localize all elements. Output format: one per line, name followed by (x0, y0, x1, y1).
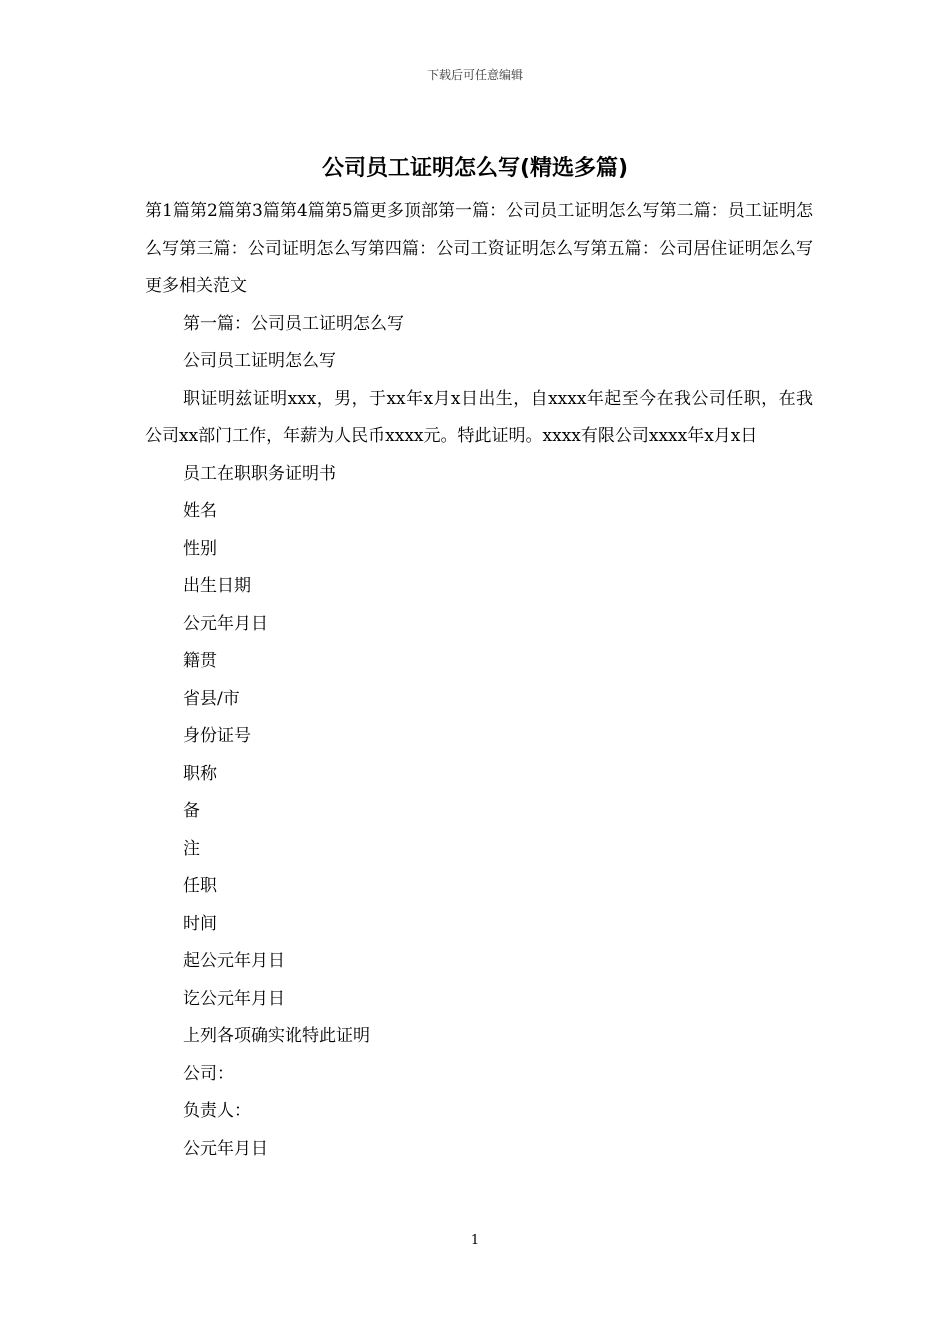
form-line: 职称 (183, 763, 217, 784)
form-line: 公元年月日 (183, 613, 268, 634)
form-line: 备 (183, 801, 200, 821)
form-line: 起公元年月日 (183, 951, 285, 971)
document-body (145, 193, 813, 1168)
form-line: 员工在职职务证明书 (183, 463, 336, 484)
form-line: 注 (183, 838, 200, 859)
certificate-paragraph: 职证明兹证明xxx，男，于xx年x月x日出生，自xxxx年起至今在我公司任职，在我公司xx部门工作，年薪为人民币xxxx元。特此证明。xxxx有限公司xxxx年x月x日 (145, 388, 813, 446)
page-header-note: 下载后可任意编辑 (426, 68, 523, 82)
form-line: 出生日期 (183, 576, 251, 596)
page-number: 1 (470, 1233, 480, 1248)
form-line: 负责人： (183, 1101, 251, 1121)
form-line: 公元年月日 (183, 1138, 268, 1159)
section-heading: 第一篇：公司员工证明怎么写 (183, 313, 404, 334)
form-line: 讫公元年月日 (183, 988, 285, 1009)
toc-paragraph: 第1篇第2篇第3篇第4篇第5篇更多顶部第一篇：公司员工证明怎么写第二篇：员工证明怎么写第三篇：公司证明怎么写第四篇：公司工资证明怎么写第五篇：公司居住证明怎么写更多相关范文 (145, 201, 813, 296)
form-line: 性别 (183, 538, 217, 559)
form-line: 省县/市 (183, 688, 240, 709)
form-line: 上列各项确实讹特此证明 (183, 1026, 370, 1046)
document-title: 公司员工证明怎么写(精选多篇) (321, 156, 629, 181)
form-line: 身份证号 (183, 726, 251, 746)
form-line: 时间 (183, 913, 217, 934)
form-line: 任职 (183, 876, 217, 896)
form-line: 姓名 (183, 501, 217, 521)
form-line: 公司： (183, 1063, 234, 1084)
section-subheading: 公司员工证明怎么写 (183, 351, 336, 371)
form-line: 籍贯 (183, 651, 217, 671)
